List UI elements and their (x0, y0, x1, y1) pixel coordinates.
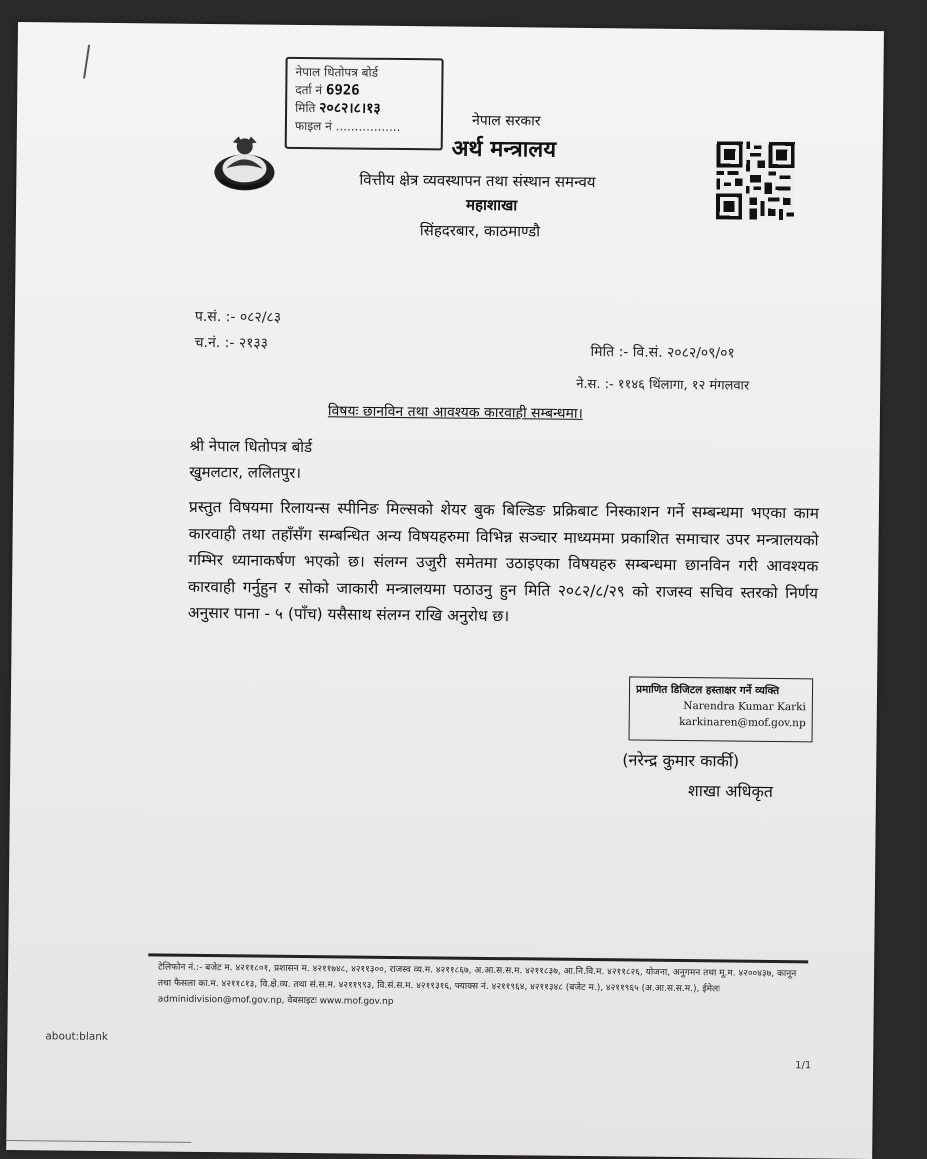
pen-mark (83, 45, 90, 79)
ministry-name: अर्थ मन्त्रालय (451, 136, 557, 163)
digital-signature-name: Narendra Kumar Karki (683, 700, 806, 714)
stamp-reg-label: दर्ता नं (295, 82, 323, 98)
print-page-number: 1/1 (795, 1060, 812, 1072)
footer-contacts: टेलिफोन नं.:- बजेट म. ४२११८०१, प्रशासन म. ४२११७४८, ४२११३००, राजस्व व्य.म. ४२११८६७, अ.आ.स.स.म. ४२११८३७, आ.नि.वि.म. ४२११८२६, योजना, अनुगमन तथा मू.म. ४२००४३७, कानून तथा फैसला का.म. ४२११८१३, वि.क्षे.व्य. तथा सं.स.म. ४२११९९३, वि.सं.स.म. ४२११३१६, फ्याक्स नं. ४२११९६४, ४२११३४८ (बजेट म.), ४२११९६५ (अ.आ.स.स.म.), ईमेलः adminidivision@mof.gov.np, वेबसाइटः www.mof.gov.np (157, 962, 797, 1007)
bottom-rule (6, 1140, 191, 1143)
signatory-name: (नरेन्द्र कुमार कार्की) (622, 750, 740, 771)
division-name-2: महाशाखा (466, 195, 518, 215)
chn-number: च.नं. :- २१३३ (194, 334, 269, 352)
stamp-reg-number: 6926 (325, 82, 360, 99)
print-url: about:blank (45, 1030, 109, 1043)
letter-body: प्रस्तुत विषयमा रिलायन्स स्पीनिङ मिल्सको शेयर बुक बिल्डिङ प्रक्रिबाट निस्काशन गर्ने सम्बन्धमा भएका काम कारवाही तथा तहाँसँग सम्बन्धित अन्य विषयहरुमा विभिन्न सञ्चार माध्यममा प्रकाशित समाचार उपर मन्त्रालयको गम्भिर ध्यानाकर्षण भएको छ। संलग्न उजुरी समेतमा उठाइएका विषयहरु सम्बन्धमा छानविन गरी आवश्यक कारवाही गर्नुहुन र सोको जाकारी मन्त्रालयमा पठाउनु हुन मिति २०८२/८/२९ को राजस्व सचिव स्तरको निर्णय अनुसार पाना - ५ (पाँच) यसैसाथ संलग्न राखि अनुरोध छ। (187, 497, 819, 626)
recipient-address: खुमलटार, ललितपुर। (189, 462, 302, 482)
digital-signature-email: karkinaren@mof.gov.np (679, 715, 806, 730)
nepal-emblem-icon (212, 132, 277, 197)
digital-signature-box (629, 676, 814, 742)
digital-signature-label: प्रमाणित डिजिटल हस्ताक्षर गर्ने व्यक्ति (635, 683, 780, 698)
letter-page (6, 22, 884, 1159)
signatory-title: शाखा अधिकृत (687, 781, 774, 801)
ministry-address: सिंहदरबार, काठमाण्डौ (419, 221, 541, 241)
qr-code-icon (714, 141, 797, 220)
division-name: वित्तीय क्षेत्र व्यवस्थापन तथा संस्थान समन्वय (359, 170, 596, 192)
letter-subject: विषयः छानविन तथा आवश्यक कारवाही सम्बन्धमा। (327, 403, 583, 422)
ps-number: प.सं. :- ०८२/८३ (194, 308, 282, 326)
stamp-org: नेपाल धितोपत्र बोर्ड (295, 64, 379, 80)
stamp-date: २०८२।८।१३ (319, 100, 381, 117)
government-name: नेपाल सरकार (471, 112, 541, 130)
stamp-file-label: फाइल नं (294, 118, 332, 134)
date-bs: मिति :- वि.सं. २०८२/०९/०१ (590, 344, 735, 362)
recipient-name: श्री नेपाल धितोपत्र बोर्ड (189, 436, 313, 457)
stamp-date-label: मिति (295, 100, 316, 116)
registration-stamp: नेपाल धितोपत्र बोर्ड दर्ता नं 6926 मिति २०८२।८।१३ फाइल नं ................. (285, 57, 444, 151)
date-ns: ने.स. :- ११४६ थिंलागा, १२ मंगलवार (576, 376, 750, 394)
